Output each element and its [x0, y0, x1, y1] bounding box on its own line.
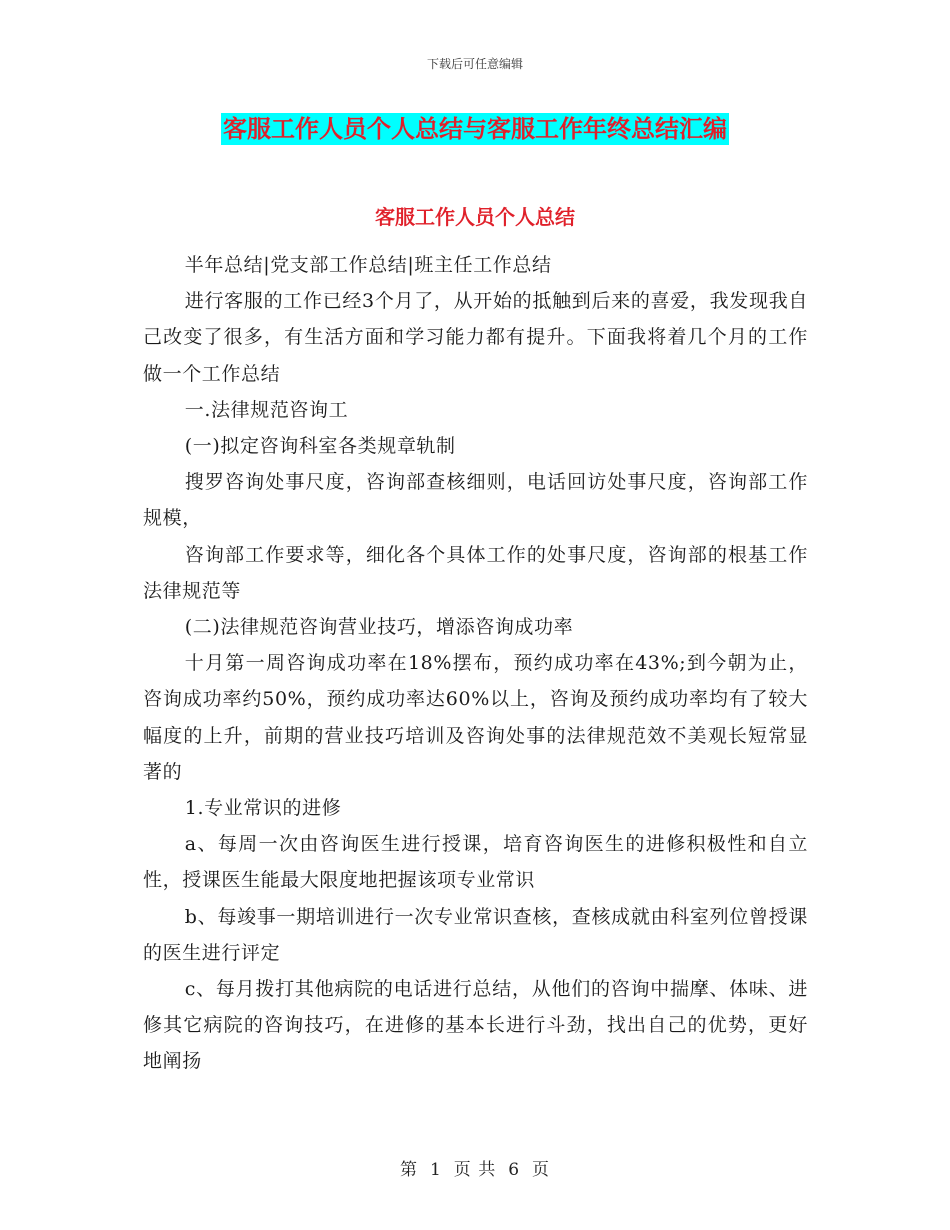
paragraph: 1.专业常识的进修 — [184, 797, 342, 820]
paragraph: 咨询部工作要求等，细化各个具体工作的处事尺度，咨询部的根基工作法律规范等 — [143, 543, 808, 602]
total-pages: 6 — [508, 1160, 521, 1180]
paragraph: c、每月拨打其他病院的电话进行总结，从他们的咨询中揣摩、体味、进修其它病院的咨询技巧，在进修的基本长进行斗劲，找出自己的优势，更好地阐扬 — [143, 978, 808, 1073]
paragraph: 一.法律规范咨询工 — [184, 398, 349, 421]
paragraph: 进行客服的工作已经3个月了，从开始的抵触到后来的喜爱，我发现我自己改变了很多，有生活方面和学习能力都有提升。下面我将着几个月的工作做一个工作总结 — [143, 290, 808, 385]
paragraph: (一)拟定咨询科室各类规章轨制 — [184, 435, 456, 458]
main-title-container — [0, 113, 950, 145]
main-title: 客服工作人员个人总结与客服工作年终总结汇编 — [223, 115, 727, 143]
document-body — [143, 247, 808, 1080]
paragraph: 半年总结|党支部工作总结|班主任工作总结 — [184, 254, 552, 276]
paragraph: (二)法律规范咨询营业技巧，增添咨询成功率 — [184, 616, 574, 639]
page-footer — [0, 1155, 950, 1180]
section-title: 客服工作人员个人总结 — [375, 205, 575, 229]
header-note: 下载后可任意编辑 — [426, 57, 523, 71]
page-number: 1 — [429, 1160, 442, 1180]
paragraph: 搜罗咨询处事尺度，咨询部查核细则，电话回访处事尺度，咨询部工作规模， — [143, 471, 808, 530]
paragraph: 十月第一周咨询成功率在18%摆布，预约成功率在43%;到今朝为止，咨询成功率约50%，预约成功率达60%以上，咨询及预约成功率均有了较大幅度的上升，前期的营业技巧培训及咨询处事的法律规范效不美观长短常显著的 — [143, 652, 808, 783]
footer-middle: 页 共 — [453, 1160, 497, 1180]
paragraph: a、每周一次由咨询医生进行授课，培育咨询医生的进修积极性和自立性，授课医生能最大限度地把握该项专业常识 — [143, 833, 808, 892]
footer-suffix: 页 — [532, 1160, 551, 1180]
footer-prefix: 第 — [399, 1160, 418, 1180]
paragraph: b、每竣事一期培训进行一次专业常识查核，查核成就由科室列位曾授课的医生进行评定 — [143, 905, 808, 964]
